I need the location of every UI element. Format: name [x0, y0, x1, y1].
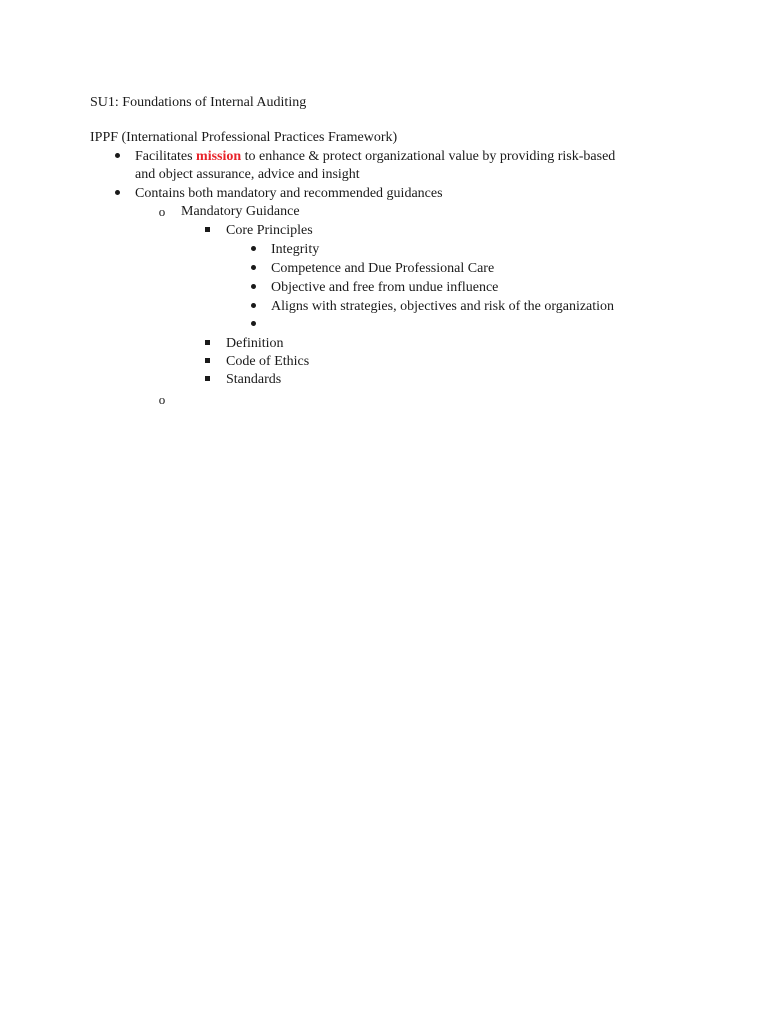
- bullet-marker: [246, 241, 260, 259]
- core-principle-item: Aligns with strategies, objectives and risk of the organization: [271, 299, 615, 314]
- bullet-marker: [246, 298, 260, 316]
- section-heading-ippf: IPPF (International Professional Practices Framework): [90, 130, 398, 145]
- core-principle-item: Objective and free from undue influence: [271, 280, 499, 295]
- square-marker: [200, 371, 214, 389]
- list-item-definition: Definition: [226, 336, 284, 351]
- bullet-marker: [110, 148, 124, 166]
- core-principle-item: Competence and Due Professional Care: [271, 261, 495, 276]
- square-marker: [200, 353, 214, 371]
- circle-marker: [155, 203, 169, 222]
- bullet-marker-empty: [246, 316, 260, 334]
- bullet-item-guidances: Contains both mandatory and recommended guidances: [135, 186, 443, 201]
- list-item-standards: Standards: [226, 372, 282, 387]
- core-principle-item: Integrity: [271, 242, 320, 257]
- circle-marker-empty: [155, 391, 169, 410]
- bullet-text-prefix: Facilitates: [135, 149, 197, 164]
- bullet-marker: [110, 185, 124, 203]
- highlighted-word-mission: mission: [196, 149, 242, 164]
- bullet-marker: [246, 279, 260, 297]
- bullet-marker: [246, 260, 260, 278]
- list-item-code-of-ethics: Code of Ethics: [226, 354, 310, 369]
- square-marker: [200, 335, 214, 353]
- square-marker: [200, 222, 214, 240]
- document-title: SU1: Foundations of Internal Auditing: [90, 95, 307, 110]
- mandatory-guidance-label: Mandatory Guidance: [181, 204, 300, 219]
- bullet-item-mission: [135, 148, 615, 166]
- bullet-item-continuation: and object assurance, advice and insight: [135, 167, 360, 182]
- bullet-text-suffix: to enhance & protect organizational value by providing risk-based: [241, 149, 616, 164]
- list-item-core-principles: Core Principles: [226, 223, 313, 238]
